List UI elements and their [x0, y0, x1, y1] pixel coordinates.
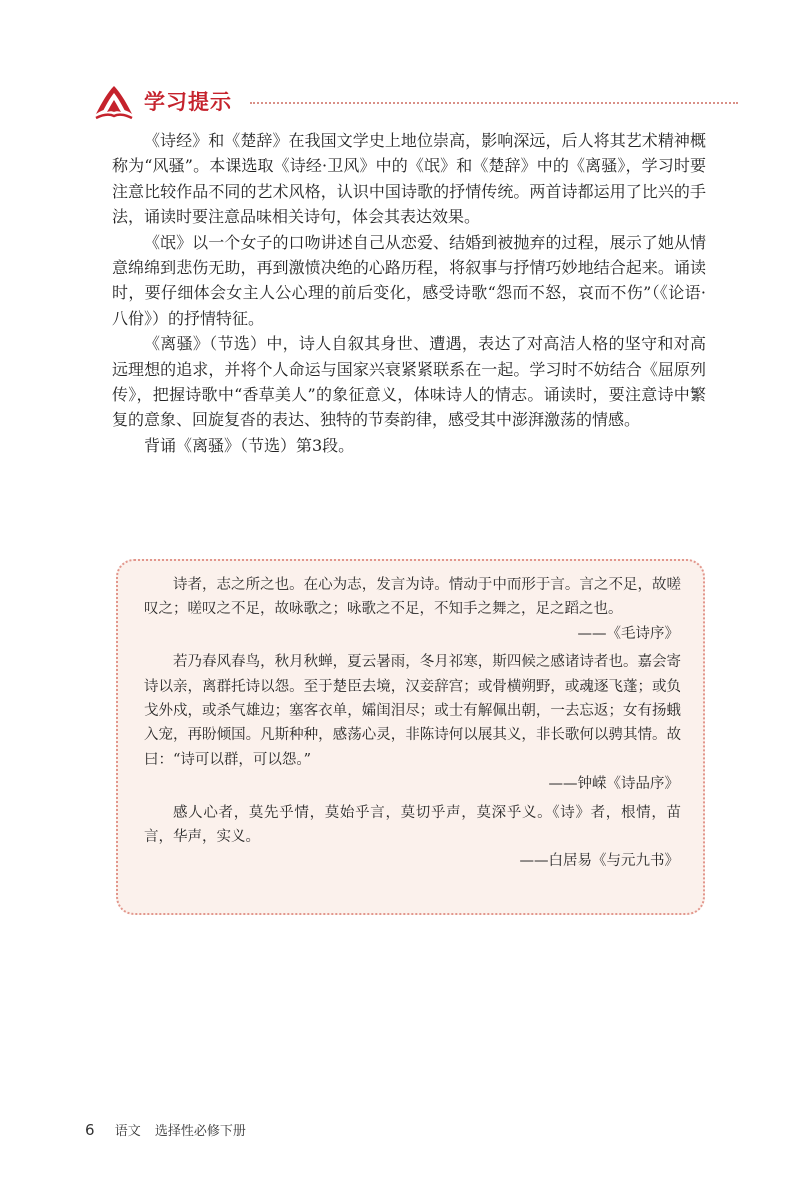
header-divider [250, 102, 738, 104]
section-header [92, 78, 742, 128]
learning-tips [112, 128, 706, 458]
tips-paragraph: 《诗经》和《楚辞》在我国文学史上地位崇高，影响深远，后人将其艺术精神概称为“风骚”。本课选取《诗经·卫风》中的《氓》和《楚辞》中的《离骚》，学习时要注意比较作品不同的艺术风格，认识中国诗歌的抒情传统。两首诗都运用了比兴的手法，诵读时要注意品味相关诗句，体会其表达效果。 [112, 131, 706, 227]
tips-paragraph: 《离骚》（节选）中，诗人自叙其身世、遭遇，表达了对高洁人格的坚守和对高远理想的追求，并将个人命运与国家兴衰紧紧联系在一起。学习时不妨结合《屈原列传》，把握诗歌中“香草美人”的象征意义，体味诗人的情志。诵读时，要注意诗中繁复的意象、回旋复沓的表达、独特的节奏韵律，感受其中澎湃激荡的情感。 [112, 334, 706, 430]
quote-text: 感人心者，莫先乎情，莫始乎言，莫切乎声，莫深乎义。《诗》者，根情，苗言，华声，实义。 [144, 804, 681, 846]
subject-name: 语文 [114, 1124, 141, 1139]
section-title: 学习提示 [144, 90, 232, 114]
tips-paragraph: 《氓》以一个女子的口吻讲述自己从恋爱、结婚到被抛弃的过程，展示了她从情意绵绵到悲伤无助，再到激愤决绝的心路历程，将叙事与抒情巧妙地结合起来。诵读时，要仔细体会女主人公心理的前后变化，感受诗歌“怨而不怒，哀而不伤”（《论语·八佾》）的抒情特征。 [112, 232, 706, 328]
quote-text: 若乃春风春鸟，秋月秋蝉，夏云暑雨，冬月祁寒，斯四候之感诸诗者也。嘉会寄诗以亲，离群托诗以怨。至于楚臣去境，汉妾辞宫；或骨横朔野，或魂逐飞蓬；或负戈外戍，或杀气雄边；塞客衣单，孀闺泪尽；或士有解佩出朝，一去忘返；女有扬蛾入宠，再盼倾国。凡斯种种，感荡心灵，非陈诗何以展其义，非长歌何以骋其情。故曰：“诗可以群，可以怨。” [144, 654, 681, 768]
book-leaf-icon [92, 80, 136, 124]
quote-text: 诗者，志之所之也。在心为志，发言为诗。情动于中而形于言。言之不足，故嗟叹之；嗟叹之不足，故咏歌之；咏歌之不足，不知手之舞之，足之蹈之也。 [144, 577, 681, 618]
quote-source: ——白居易《与元九书》 [519, 853, 679, 870]
quote-source: ——钟嵘《诗品序》 [548, 776, 679, 793]
book-name: 选择性必修下册 [154, 1124, 246, 1139]
quotes-box [116, 559, 705, 915]
page-number: 6 [85, 1121, 95, 1139]
quote-source: ——《毛诗序》 [577, 625, 679, 642]
memorize-task: 背诵《离骚》（节选）第3段。 [144, 435, 355, 455]
page-footer [85, 1120, 246, 1139]
